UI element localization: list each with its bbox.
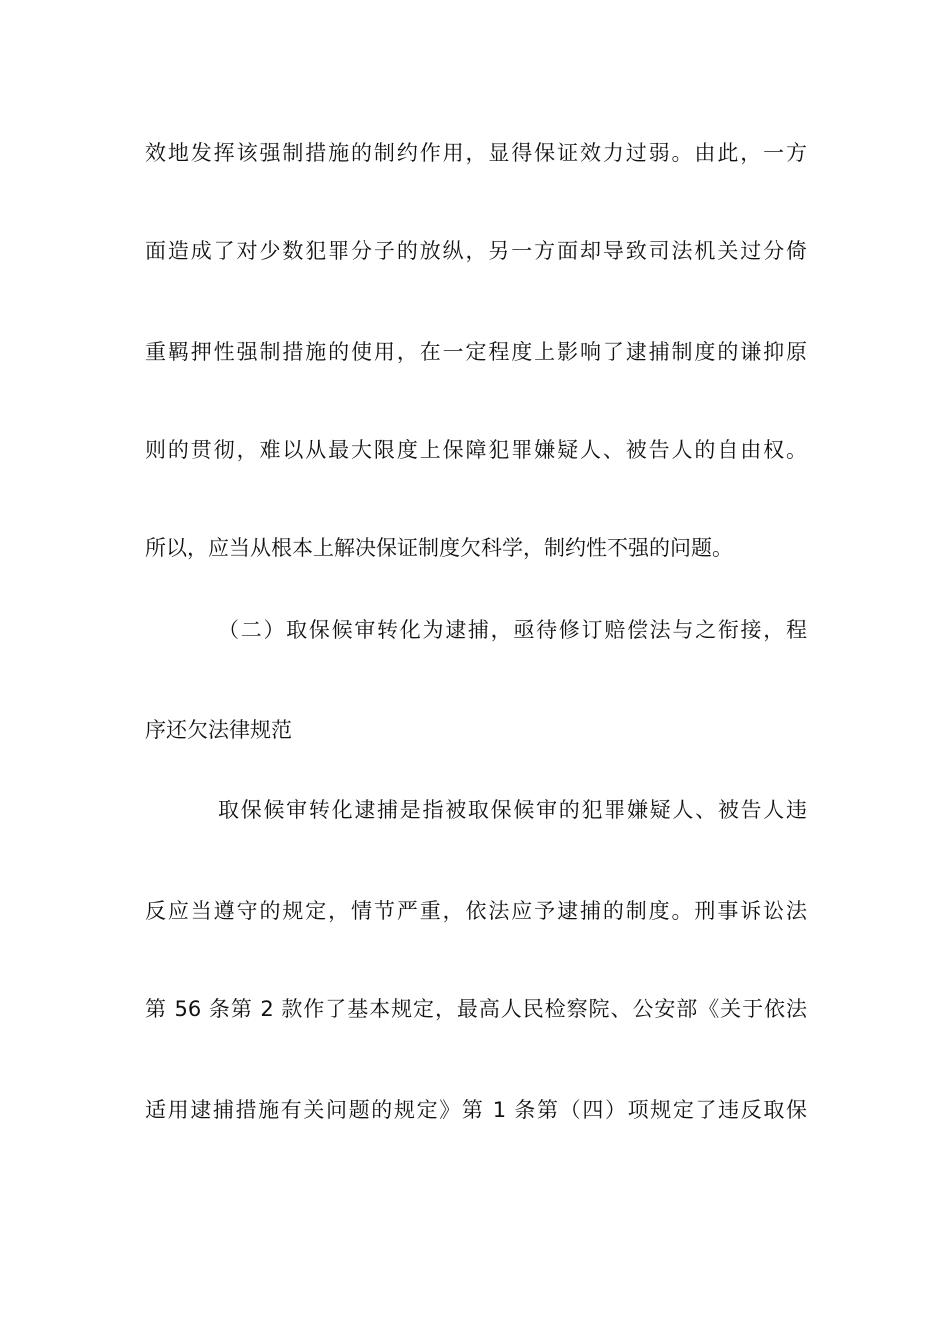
paragraph-line-8: 第 56 条第 2 款作了基本规定，最高人民检察院、公安部《关于依法 [145,997,807,1021]
paragraph-line-1: 效地发挥该强制措施的制约作用，显得保证效力过弱。由此，一方 [145,141,807,165]
paragraph-line-9: 适用逮捕措施有关问题的规定》第 1 条第（四）项规定了违反取保 [145,1098,807,1122]
section-heading-line-2: 序还欠法律规范 [145,718,292,742]
paragraph-line-7: 反应当遵守的规定，情节严重，依法应予逮捕的制度。刑事诉讼法 [145,899,807,923]
paragraph-line-5: 所以，应当从根本上解决保证制度欠科学，制约性不强的问题。 [145,536,733,560]
paragraph-line-4: 则的贯彻，难以从最大限度上保障犯罪嫌疑人、被告人的自由权。 [145,438,807,462]
section-heading-line-1: （二）取保候审转化为逮捕，亟待修订赔偿法与之衔接，程 [218,618,807,642]
paragraph-line-3: 重羁押性强制措施的使用，在一定程度上影响了逮捕制度的谦抑原 [145,340,807,364]
paragraph-line-6: 取保候审转化逮捕是指被取保候审的犯罪嫌疑人、被告人违 [218,798,807,822]
paragraph-line-2: 面造成了对少数犯罪分子的放纵，另一方面却导致司法机关过分倚 [145,239,807,263]
